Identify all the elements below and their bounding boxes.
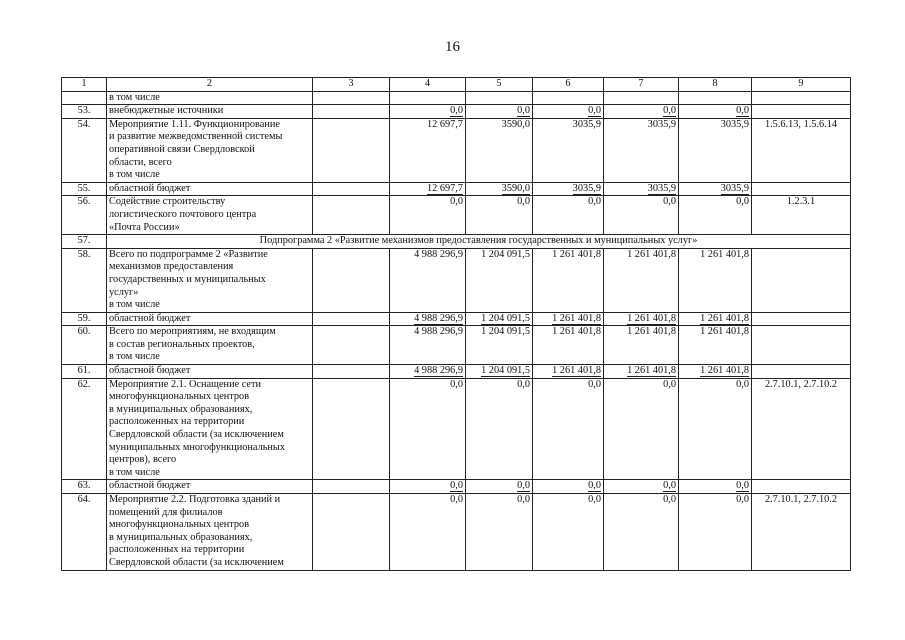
col-header-6: 6 <box>533 78 604 92</box>
table-row <box>62 378 851 480</box>
code-cell <box>752 105 851 119</box>
row-number: 56. <box>62 196 107 235</box>
value-cell <box>466 91 533 105</box>
row-number: 55. <box>62 182 107 196</box>
value-cell <box>679 480 752 494</box>
value-cell <box>604 118 679 182</box>
col3-cell <box>313 312 390 326</box>
col-header-9: 9 <box>752 78 851 92</box>
value-cell <box>679 182 752 196</box>
row-number: 64. <box>62 494 107 571</box>
value-text: 0,0 <box>736 196 749 208</box>
value-text: 12 697,7 <box>426 118 463 130</box>
value-text: 0,0 <box>663 196 676 208</box>
value-text: 0,0 <box>517 196 530 208</box>
code-cell <box>752 248 851 312</box>
value-text: 1 261 401,8 <box>552 248 601 260</box>
value-text: 3590,0 <box>501 182 530 194</box>
value-text: 0,0 <box>450 378 463 390</box>
value-text: 1 261 401,8 <box>627 365 676 377</box>
value-cell <box>390 248 466 312</box>
value-text: 1 204 091,5 <box>481 248 530 260</box>
value-cell <box>604 105 679 119</box>
value-text: 1 261 401,8 <box>552 326 601 338</box>
value-text: 0,0 <box>588 196 601 208</box>
row-name: Всего по мероприятиям, не входящим в состав региональных проектов, в том числе <box>107 326 313 365</box>
value-text: 3035,9 <box>572 118 601 130</box>
table-row <box>62 105 851 119</box>
value-cell <box>466 494 533 571</box>
value-text: 0,0 <box>588 494 601 505</box>
value-text: 0,0 <box>663 378 676 390</box>
value-cell <box>390 196 466 235</box>
value-cell <box>604 480 679 494</box>
value-cell <box>604 494 679 571</box>
value-cell <box>533 118 604 182</box>
value-cell <box>679 312 752 326</box>
value-cell <box>466 312 533 326</box>
value-cell <box>679 196 752 235</box>
value-cell <box>679 494 752 571</box>
code-cell <box>752 91 851 105</box>
value-cell <box>679 326 752 365</box>
code-cell: 1.5.6.13, 1.5.6.14 <box>752 118 851 182</box>
value-cell <box>604 182 679 196</box>
value-text: 0,0 <box>450 494 463 505</box>
col-header-2: 2 <box>107 78 313 92</box>
row-number: 60. <box>62 326 107 365</box>
table-row <box>62 365 851 379</box>
value-text: 0,0 <box>517 105 530 117</box>
value-cell <box>533 480 604 494</box>
row-name: Содействие строительству логистического почтового центра «Почта России» <box>107 196 313 235</box>
col3-cell <box>313 494 390 571</box>
table-body <box>62 78 851 571</box>
table-row <box>62 494 851 571</box>
value-text: 0,0 <box>663 480 676 492</box>
code-cell: 2.7.10.1, 2.7.10.2 <box>752 378 851 480</box>
value-cell <box>390 365 466 379</box>
value-cell <box>533 196 604 235</box>
table-row <box>62 480 851 494</box>
value-cell <box>604 378 679 480</box>
value-cell <box>533 312 604 326</box>
col3-cell <box>313 326 390 365</box>
value-text: 3035,9 <box>720 182 749 194</box>
value-cell <box>533 378 604 480</box>
row-name: Мероприятие 2.2. Подготовка зданий и помещений для филиалов многофункциональных центров в муниципальных образованиях, расположенных на территории Свердловской области (за исключением <box>107 494 313 571</box>
value-cell <box>466 378 533 480</box>
row-number <box>62 91 107 105</box>
row-name: в том числе <box>107 91 313 105</box>
value-cell <box>679 118 752 182</box>
value-cell <box>390 326 466 365</box>
row-name: Мероприятие 2.1. Оснащение сети многофункциональных центров в муниципальных образованиях, расположенных на территории Свердловской области (за исключением муниципальных многофункциональных центров), всего в том числе <box>107 378 313 480</box>
value-cell <box>533 91 604 105</box>
value-cell <box>466 196 533 235</box>
value-cell <box>466 182 533 196</box>
value-cell <box>679 91 752 105</box>
value-text: 0,0 <box>588 480 601 492</box>
value-text: 0,0 <box>736 378 749 390</box>
value-text: 0,0 <box>517 378 530 390</box>
value-cell <box>466 326 533 365</box>
value-text: 0,0 <box>736 105 749 117</box>
value-text: 1 261 401,8 <box>700 365 749 377</box>
value-cell <box>390 312 466 326</box>
value-text: 4 988 296,9 <box>414 312 463 324</box>
value-cell <box>390 494 466 571</box>
value-cell <box>390 480 466 494</box>
row-number: 58. <box>62 248 107 312</box>
row-number: 53. <box>62 105 107 119</box>
value-cell <box>533 248 604 312</box>
value-cell <box>390 378 466 480</box>
value-text: 1 261 401,8 <box>552 312 601 324</box>
value-cell <box>679 248 752 312</box>
value-cell <box>390 118 466 182</box>
value-text: 0,0 <box>663 105 676 117</box>
value-cell <box>604 365 679 379</box>
value-text: 4 988 296,9 <box>414 365 463 377</box>
row-number: 57. <box>62 235 107 249</box>
value-cell <box>533 182 604 196</box>
code-cell <box>752 312 851 326</box>
value-cell <box>604 91 679 105</box>
table-row <box>62 248 851 312</box>
value-text: 1 261 401,8 <box>627 248 676 260</box>
subprogram-title: Подпрограмма 2 «Развитие механизмов предоставления государственных и муниципальных услуг» <box>107 235 851 249</box>
value-cell <box>390 182 466 196</box>
value-cell <box>604 312 679 326</box>
value-text: 0,0 <box>736 480 749 492</box>
row-name: областной бюджет <box>107 182 313 196</box>
value-text: 0,0 <box>736 494 749 505</box>
col-header-8: 8 <box>679 78 752 92</box>
row-name: областной бюджет <box>107 480 313 494</box>
row-name: областной бюджет <box>107 312 313 326</box>
value-cell <box>466 248 533 312</box>
col-header-7: 7 <box>604 78 679 92</box>
value-cell <box>533 494 604 571</box>
value-cell <box>533 326 604 365</box>
row-name: внебюджетные источники <box>107 105 313 119</box>
value-text: 4 988 296,9 <box>414 326 463 338</box>
row-number: 63. <box>62 480 107 494</box>
value-text: 1 204 091,5 <box>481 326 530 338</box>
row-name: Всего по подпрограмме 2 «Развитие механизмов предоставления государственных и муниципальных услуг» в том числе <box>107 248 313 312</box>
col3-cell <box>313 196 390 235</box>
row-number: 54. <box>62 118 107 182</box>
value-cell <box>679 378 752 480</box>
value-cell <box>533 105 604 119</box>
value-text: 0,0 <box>517 494 530 505</box>
value-text: 0,0 <box>517 480 530 492</box>
page-number: 16 <box>445 39 460 55</box>
value-text: 3035,9 <box>572 182 601 194</box>
value-cell <box>604 326 679 365</box>
value-cell <box>679 365 752 379</box>
table-row <box>62 118 851 182</box>
value-text: 1 261 401,8 <box>627 312 676 324</box>
table-row <box>62 196 851 235</box>
row-number: 62. <box>62 378 107 480</box>
budget-table <box>61 77 851 571</box>
col3-cell <box>313 480 390 494</box>
col3-cell <box>313 248 390 312</box>
value-text: 1 204 091,5 <box>481 365 530 377</box>
code-cell <box>752 480 851 494</box>
value-text: 12 697,7 <box>426 182 463 194</box>
table-row <box>62 182 851 196</box>
section-row <box>62 235 851 249</box>
value-text: 1 261 401,8 <box>700 326 749 338</box>
code-cell <box>752 182 851 196</box>
col3-cell <box>313 365 390 379</box>
value-text: 0,0 <box>450 196 463 208</box>
value-text: 1 261 401,8 <box>700 312 749 324</box>
table-row <box>62 326 851 365</box>
value-cell <box>466 365 533 379</box>
col3-cell <box>313 182 390 196</box>
value-text: 0,0 <box>588 105 601 117</box>
value-text: 0,0 <box>450 105 463 117</box>
col3-cell <box>313 105 390 119</box>
value-cell <box>466 105 533 119</box>
value-text: 1 204 091,5 <box>481 312 530 324</box>
value-cell <box>390 91 466 105</box>
row-name: Мероприятие 1.11. Функционирование и развитие межведомственной системы оперативной связи Свердловской области, всего в том числе <box>107 118 313 182</box>
value-text: 0,0 <box>663 494 676 505</box>
value-text: 4 988 296,9 <box>414 248 463 260</box>
col-header-1: 1 <box>62 78 107 92</box>
value-cell <box>390 105 466 119</box>
col-header-3: 3 <box>313 78 390 92</box>
col-header-5: 5 <box>466 78 533 92</box>
row-name: областной бюджет <box>107 365 313 379</box>
value-cell <box>604 248 679 312</box>
value-text: 1 261 401,8 <box>627 326 676 338</box>
header-row <box>62 78 851 92</box>
code-cell: 1.2.3.1 <box>752 196 851 235</box>
col3-cell <box>313 91 390 105</box>
code-cell <box>752 365 851 379</box>
value-cell <box>533 365 604 379</box>
col3-cell <box>313 118 390 182</box>
table-row <box>62 312 851 326</box>
code-cell <box>752 326 851 365</box>
value-text: 3035,9 <box>720 118 749 130</box>
value-text: 0,0 <box>588 378 601 390</box>
value-text: 1 261 401,8 <box>552 365 601 377</box>
value-text: 1 261 401,8 <box>700 248 749 260</box>
row-number: 61. <box>62 365 107 379</box>
value-text: 3035,9 <box>647 118 676 130</box>
code-cell: 2.7.10.1, 2.7.10.2 <box>752 494 851 571</box>
col-header-4: 4 <box>390 78 466 92</box>
value-text: 0,0 <box>450 480 463 492</box>
row-number: 59. <box>62 312 107 326</box>
value-cell <box>466 480 533 494</box>
col3-cell <box>313 378 390 480</box>
table-row <box>62 91 851 105</box>
value-text: 3035,9 <box>647 182 676 194</box>
value-cell <box>604 196 679 235</box>
value-cell <box>466 118 533 182</box>
value-cell <box>679 105 752 119</box>
value-text: 3590,0 <box>501 118 530 130</box>
